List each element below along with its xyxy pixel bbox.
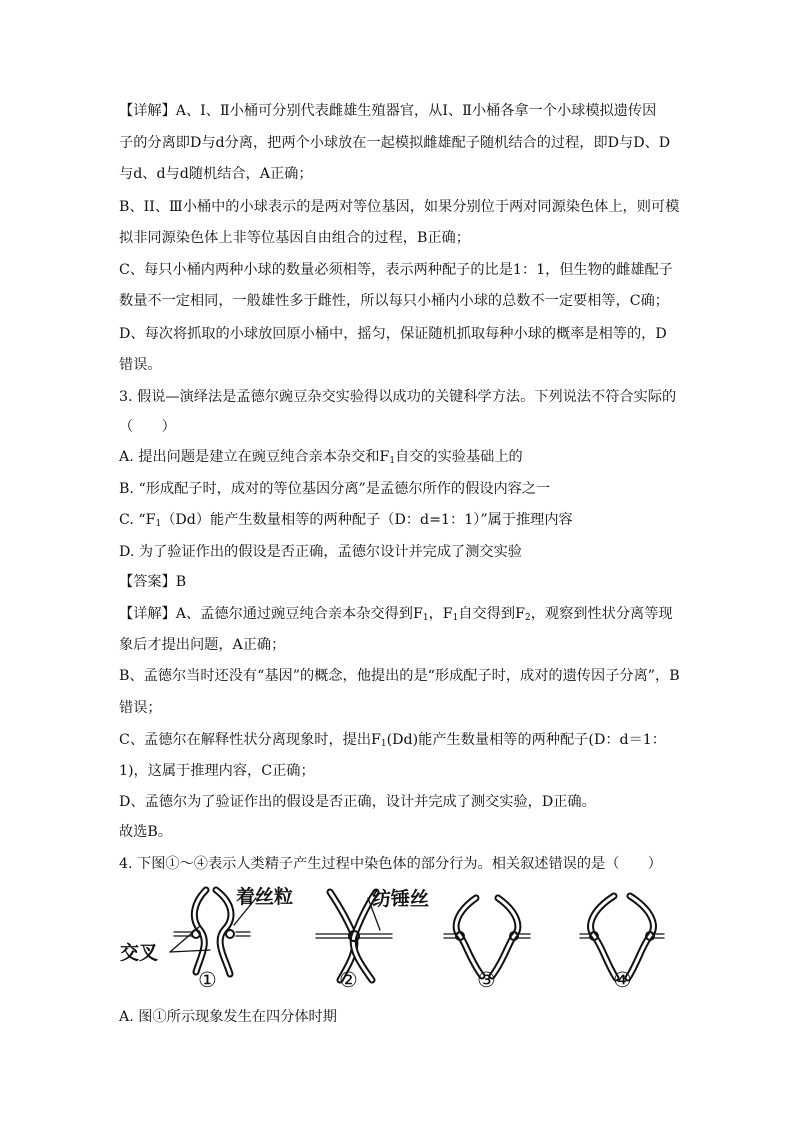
explanation-line: B、孟德尔当时还没有“基因”的概念，他提出的是“形成配子时，成对的遗传因子分离”，B [119, 668, 680, 684]
option-b: B. “形成配子时，成对的等位基因分离”是孟德尔所作的假设内容之一 [119, 481, 551, 497]
figure-number-1: ① [198, 968, 217, 992]
explanation-line: 1)，这属于推理内容，C正确； [119, 763, 315, 779]
chromosome-figure [114, 880, 674, 1000]
crossover-label: 交叉 [120, 942, 159, 964]
diagram-3-separation [444, 898, 530, 976]
explanation-line: 象后才提出问题，A正确； [119, 637, 286, 653]
question-3-stem: 3. 假说—演绎法是孟德尔豌豆杂交实验得以成功的关键科学方法。下列说法不符合实际的 [119, 389, 677, 405]
conclusion-line: 故选B。 [119, 824, 172, 840]
question-4-option-a: A. 图①所示现象发生在四分体时期 [119, 1009, 337, 1025]
figure-number-3: ③ [477, 968, 496, 992]
explanation-line: 错误； [119, 700, 162, 716]
text-line: 与d、d与d随机结合，A正确； [119, 166, 313, 182]
text-line: C、每只小桶内两种小球的数量必须相等，表示两种配子的比是1：1，但生物的雌雄配子 [119, 262, 673, 278]
question-4-stem: 4. 下图①～④表示人类精子产生过程中染色体的部分行为。相关叙述错误的是（ ） [119, 856, 662, 872]
figure-number-4: ④ [613, 968, 632, 992]
text-line: 子的分离即D与d分离，把两个小球放在一起模拟雌雄配子随机结合的过程，即D与D、D [119, 135, 671, 151]
text-line: B、II、Ⅲ小桶中的小球表示的是两对等位基因，如果分别位于两对同源染色体上，则可模 [119, 199, 680, 215]
answer-line: 【答案】B [119, 574, 187, 590]
figure-number-2: ② [339, 968, 358, 992]
option-d: D. 为了验证作出的假设是否正确，孟德尔设计并完成了测交实验 [119, 544, 522, 560]
text-line: 数量不一定相同，一般雄性多于雌性，所以每只小桶内小球的总数不一定要相等，C确； [119, 293, 669, 309]
explanation-line: D、孟德尔为了验证作出的假设是否正确，设计并完成了测交实验，D正确。 [119, 794, 596, 810]
option-a: A. 提出问题是建立在豌豆纯合亲本杂交和$F_1$自交的实验基础上的 [119, 449, 523, 466]
explanation-line: C、孟德尔在解释性状分离现象时，提出$F_1(Dd)$能产生数量相等的两种配子(D：d＝1： [119, 732, 666, 749]
spindle-label: 纺锤丝 [372, 888, 430, 910]
text-line: 【详解】A、Ⅰ、Ⅱ小桶可分别代表雌雄生殖器官，从Ⅰ、Ⅱ小桶各拿一个小球模拟遗传因 [119, 103, 657, 119]
explanation-line: 【详解】A、孟德尔通过豌豆纯合亲本杂交得到$F_1$，$F_1$自交得到$F_2$，观察到性状分离等现 [119, 606, 673, 623]
text-line: D、每次将抓取的小球放回原小桶中，摇匀，保证随机抓取每种小球的概率是相等的，D [119, 326, 667, 342]
text-line: 错误。 [119, 357, 162, 373]
text-line: 拟非同源染色体上非等位基因自由组合的过程，B正确； [119, 230, 470, 246]
option-c: C. “$F_1(Dd)$能产生数量相等的两种配子（D：d=1：1）”属于推理内容 [119, 512, 573, 529]
centromere-label: 着丝粒 [236, 886, 294, 908]
diagram-4-separated [580, 896, 664, 978]
answer-blank: （ ） [119, 419, 176, 435]
